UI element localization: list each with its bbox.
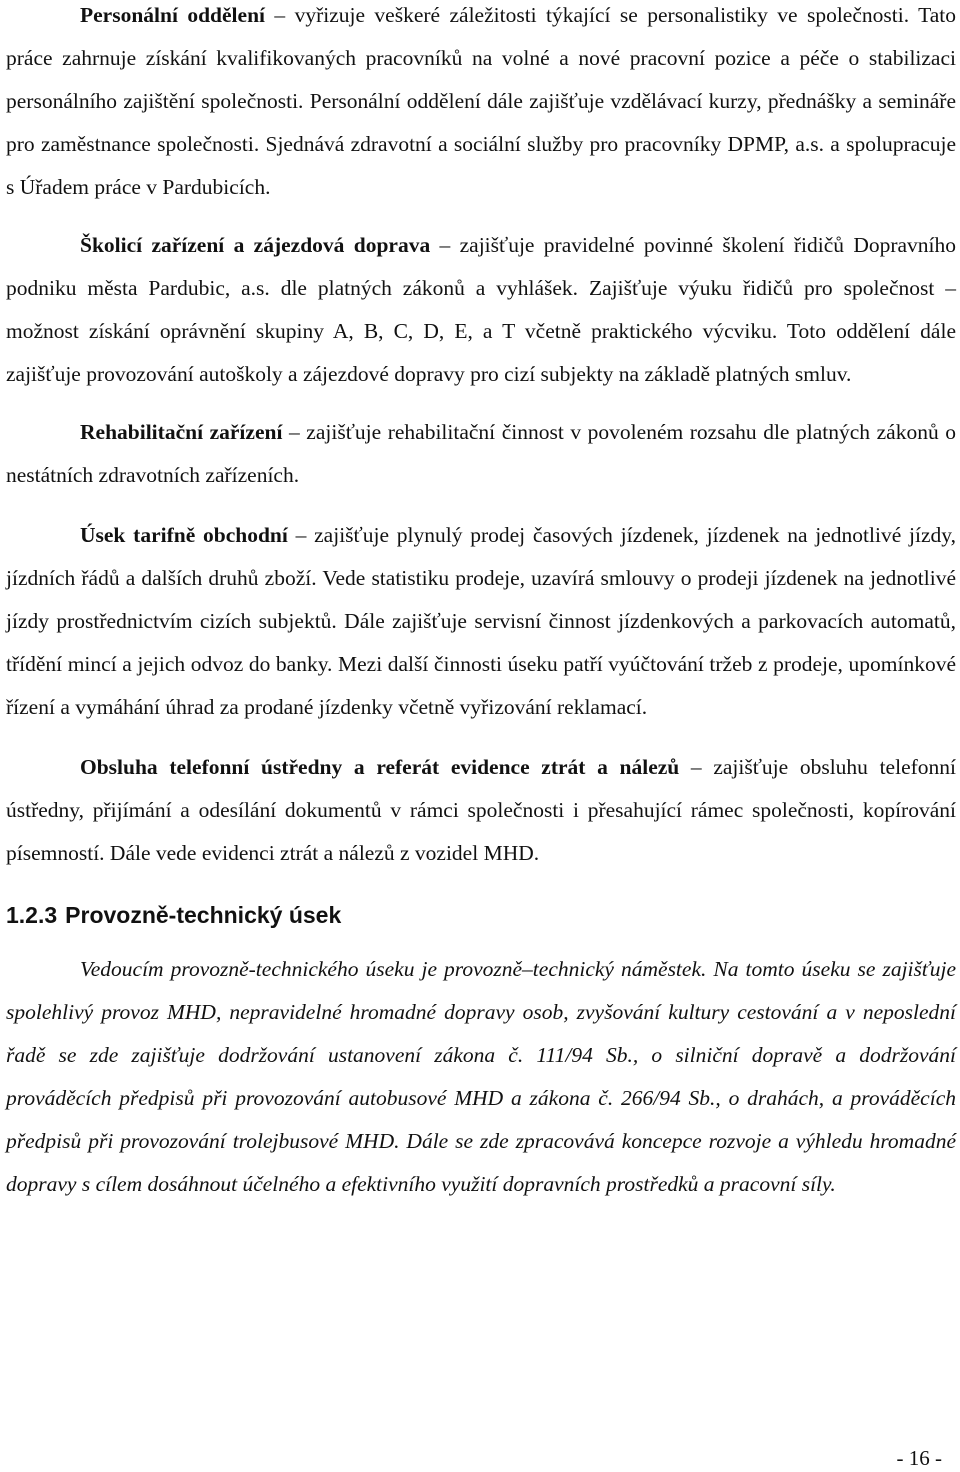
paragraph-rehabilitation — [6, 411, 956, 497]
paragraph-tariff-commercial — [6, 514, 956, 729]
section-heading — [6, 895, 956, 935]
paragraph-training-facility — [6, 224, 956, 396]
paragraph-separator: – — [282, 420, 307, 444]
paragraph-separator: – — [287, 523, 315, 547]
document-page — [6, 0, 956, 1206]
paragraph-title: Personální oddělení — [80, 3, 266, 27]
section-number: 1.2.3 — [6, 902, 58, 928]
section-title: Provozně-technický úsek — [65, 902, 342, 928]
section-paragraph: Vedoucím provozně-technického úseku je provozně–technický náměstek. Na tomto úseku se zajišťuje spolehlivý provoz MHD, nepravidelné hromadné dopravy osob, zvyšování kultury cestování a v neposlední řadě se zde zajišťuje dodržování ustanovení zákona č. 111/94 Sb., o silniční dopravě a dodržování prováděcích předpisů při provozování autobusové MHD a zákona č. 266/94 Sb., o drahách, a prováděcích předpisů při provozování trolejbusové MHD. Dále se zde zpracovává koncepce rozvoje a výhledu hromadné dopravy s cílem dosáhnout účelného a efektivního využití dopravních prostředků a pracovní síly. — [6, 957, 956, 1196]
paragraph-title: Obsluha telefonní ústředny a referát evidence ztrát a nálezů — [80, 755, 680, 779]
page-number: - 16 - — [896, 1446, 942, 1470]
paragraph-text: zajišťuje rehabilitační činnost v povoleném rozsahu dle platných zákonů o nestátních zdravotních zařízeních. — [6, 420, 956, 487]
paragraph-separator: – — [430, 233, 460, 257]
paragraph-separator: – — [679, 755, 714, 779]
paragraph-text: zajišťuje obsluhu telefonní ústředny, přijímání a odesílání dokumentů v rámci společnosti i přesahující rámec společnosti, kopírování písemností. Dále vede evidenci ztrát a nálezů z vozidel MHD. — [6, 755, 957, 865]
paragraph-personnel-department — [6, 0, 956, 209]
paragraph-text: zajišťuje plynulý prodej časových jízdenek, jízdenek na jednotlivé jízdy, jízdních řádů a dalších druhů zboží. Vede statistiku prodeje, uzavírá smlouvy o prodeji jízdenek na jednotlivé jízdy prostřednictvím cizích subjektů. Dále zajišťuje servisní činnost jízdenkových a parkovacích automatů, třídění mincí a jejich odvoz do banky. Mezi další činnosti úseku patří vyúčtování tržeb z prodeje, upomínkové řízení a vymáhání úhrad za prodané jízdenky včetně vyřizování reklamací. — [6, 523, 956, 719]
paragraph-title: Školicí zařízení a zájezdová doprava — [80, 233, 431, 257]
paragraph-title: Rehabilitační zařízení — [80, 420, 283, 444]
paragraph-title: Úsek tarifně obchodní — [80, 523, 288, 547]
paragraph-text: vyřizuje veškeré záležitosti týkající se personalistiky ve společnosti. Tato práce zahrnuje získání kvalifikovaných pracovníků na volné a nové pracovní pozice a péče o stabilizaci personálního zajištění společnosti. Personální oddělení dále zajišťuje vzdělávací kurzy, přednášky a semináře pro zaměstnance společnosti. Sjednává zdravotní a sociální služby pro pracovníky DPMP, a.s. a spolupracuje s Úřadem práce v Pardubicích. — [6, 3, 956, 199]
paragraph-separator: – — [265, 3, 295, 27]
paragraph-telephone-lost-found — [6, 746, 956, 875]
paragraph-text: zajišťuje pravidelné povinné školení řidičů Dopravního podniku města Pardubic, a.s. dle platných zákonů a vyhlášek. Zajišťuje výuku řidičů pro společnost – možnost získání oprávnění skupiny A, B, C, D, E, a T včetně praktického výcviku. Toto oddělení dále zajišťuje provozování autoškoly a zájezdové dopravy pro cizí subjekty na základě platných smluv. — [6, 233, 957, 386]
